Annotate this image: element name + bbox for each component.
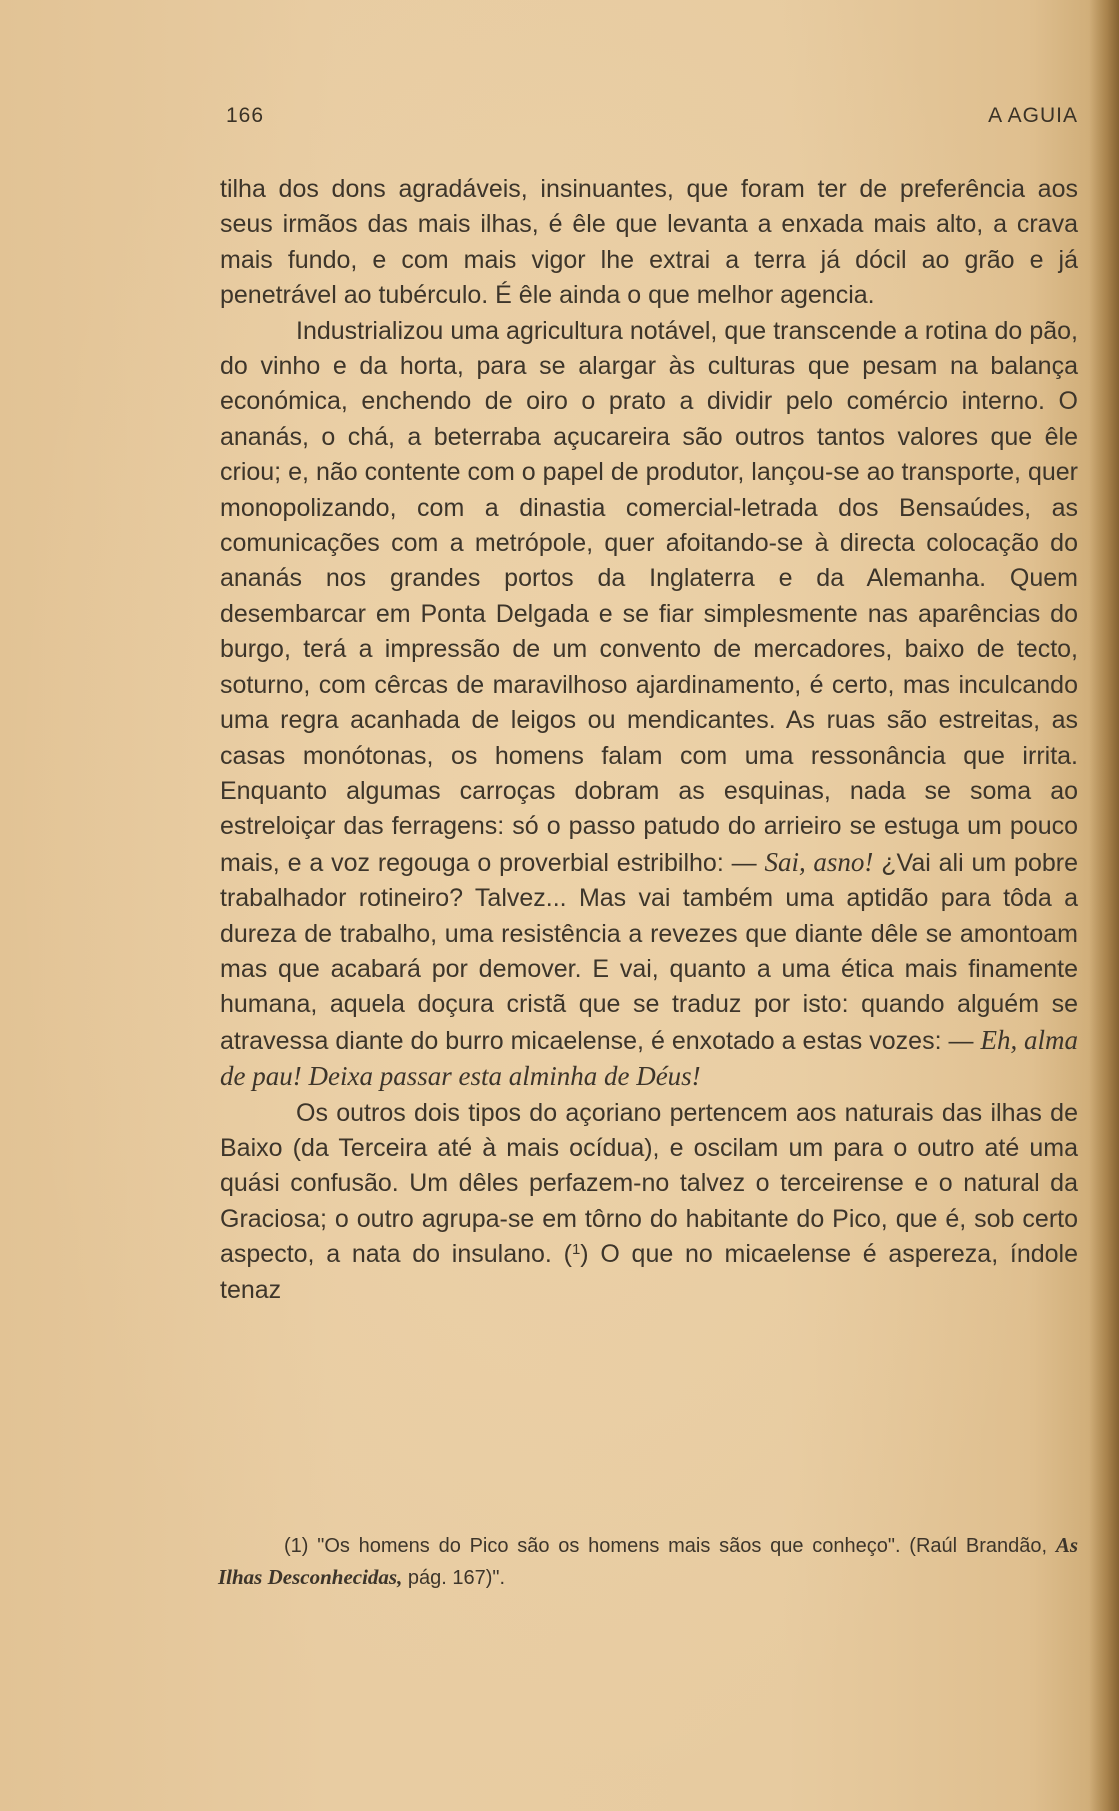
page-header bbox=[226, 104, 1078, 134]
page-edge-shadow bbox=[1089, 0, 1119, 1811]
footnote-book-title: As Ilhas Desconhecidas, bbox=[218, 1533, 1078, 1589]
body-text bbox=[220, 172, 1078, 1308]
paragraph-2 bbox=[220, 314, 1078, 1096]
paragraph-1 bbox=[220, 172, 1078, 314]
paragraph-2-text-a: Industrializou uma agricultura notável, que transcende a rotina do pão, do vinho e da horta, para se alargar às culturas que pesam na balança económica, enchendo de oiro o prato a dividir pelo comércio interno. O ananás, o chá, a beterraba açucareira são outros tantos valores que êle criou; e, não contente com o papel de produtor, lançou-se ao transporte, quer monopolizando, com a dinastia comercial-letrada dos Bensaúdes, as comunicações com a metrópole, quer afoitando-se à directa colocação do ananás nos grandes portos da Inglaterra e da Alemanha. Quem desembarcar em Ponta Delgada e se fiar simplesmente nas aparências do burgo, terá a impressão de um convento de mercadores, baixo de tecto, soturno, com cêrcas de maravilhoso ajardinamento, é certo, mas inculcando uma regra acanhada de leigos ou mendicantes. As ruas são estreitas, as casas monótonas, os homens falam com uma ressonância que irrita. Enquanto algumas carroças dobram as esquinas, nada se soma ao estreloiçar das ferragens: só o passo patudo do arrieiro se estuga um pouco mais, e a voz regouga o proverbial estribilho: — bbox=[220, 316, 1078, 877]
footnote-reference: 1 bbox=[571, 1241, 581, 1259]
footnote-text-b: pág. 167)". bbox=[402, 1567, 506, 1589]
footnote bbox=[218, 1530, 1078, 1594]
paragraph-2-italic-b: Eh, alma de pau! Deixa passar esta alminha de Déus! bbox=[220, 1024, 1079, 1092]
paragraph-3 bbox=[220, 1096, 1078, 1308]
paragraph-2-italic-a: Sai, asno! bbox=[764, 846, 874, 877]
footnote-body bbox=[218, 1530, 1078, 1594]
running-title: A AGUIA bbox=[988, 104, 1078, 127]
paragraph-3-text-a: Os outros dois tipos do açoriano pertencem aos naturais das ilhas de Baixo (da Terceira até à mais ocídua), e oscilam um para o outro até uma quási confusão. Um dêles perfazem-no talvez o terceirense e o natural da Graciosa; o outro agrupa-se em tôrno do habitante do Pico, que é, sob certo aspecto, a nata do insulano. ( bbox=[220, 1098, 1078, 1269]
paragraph-2-text-b: ¿Vai ali um pobre trabalhador rotineiro? Talvez... Mas vai também uma aptidão para tôda a dureza de trabalho, uma resistência a revezes que diante dêle se amontoam mas que acabará por demover. E vai, quanto a uma ética mais finamente humana, aquela doçura cristã que se traduz por isto: quando alguém se atravessa diante do burro micaelense, é enxotado a estas vozes: — bbox=[220, 848, 1079, 1055]
footnote-text-a: "Os homens do Pico são os homens mais sãos que conheço". (Raúl Brandão, bbox=[308, 1535, 1056, 1557]
page-number: 166 bbox=[226, 104, 265, 127]
footnote-marker: (1) bbox=[284, 1535, 309, 1557]
paragraph-1-text: tilha dos dons agradáveis, insinuantes, que foram ter de preferência aos seus irmãos das mais ilhas, é êle que levanta a enxada mais alto, a crava mais fundo, e com mais vigor lhe extrai a terra já dócil ao grão e já penetrável ao tubérculo. É êle ainda o que melhor agencia. bbox=[220, 175, 1078, 310]
paragraph-3-text-b: ) O que no micaelense é aspereza, índole tenaz bbox=[220, 1240, 1078, 1304]
